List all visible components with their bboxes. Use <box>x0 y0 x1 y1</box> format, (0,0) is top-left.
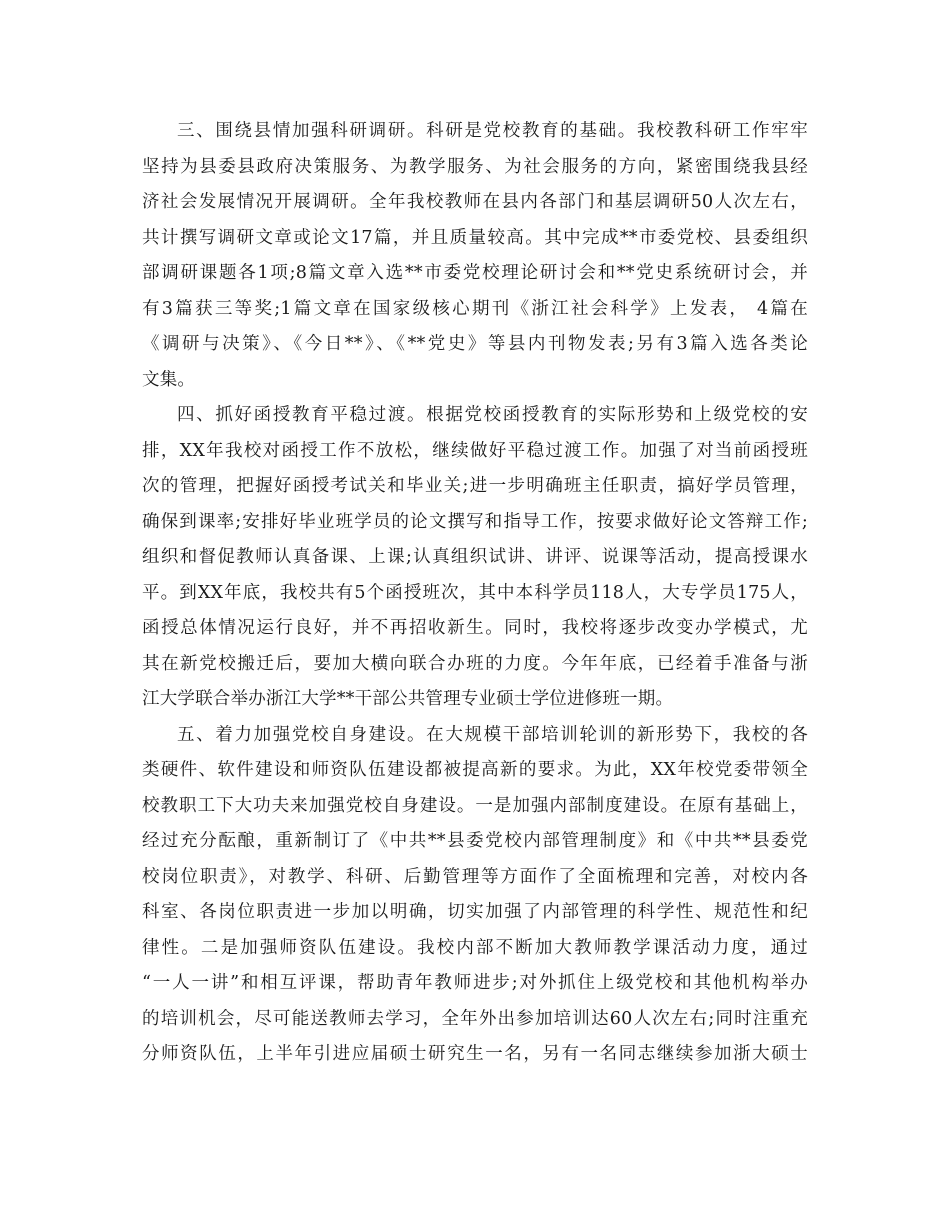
text-line: 其在新党校搬迁后，要加大横向联合办班的力度。今年年底，已经着手准备与浙 <box>142 653 808 674</box>
text-line: 经过充分酝酿，重新制订了《中共**县委党校内部管理制度》和《中共**县委党 <box>142 831 808 851</box>
text-line: 共计撰写调研文章或论文17篇，并且质量较高。其中完成**市委党校、县委组织 <box>142 227 808 248</box>
text-line: 律性。二是加强师资队伍建设。我校内部不断加大教师教学课活动力度，通过 <box>142 937 808 958</box>
text-line: 部调研课题各1项;8篇文章入选**市委党校理论研讨会和**党史系统研讨会，并 <box>142 263 808 283</box>
text-line: 确保到课率;安排好毕业班学员的论文撰写和指导工作，按要求做好论文答辩工作; <box>142 511 808 532</box>
text-line: 江大学联合举办浙江大学**干部公共管理专业硕士学位进修班一期。 <box>142 689 674 709</box>
text-line: 五、着力加强党校自身建设。在大规模干部培训轮训的新形势下，我校的各 <box>177 724 808 745</box>
text-line: 济社会发展情况开展调研。全年我校教师在县内各部门和基层调研50人次左右， <box>142 192 808 212</box>
text-line: 平。到XX年底，我校共有5个函授班次，其中本科学员118人，大专学员175人， <box>142 582 808 603</box>
text-line: 校教职工下大功夫来加强党校自身建设。一是加强内部制度建设。在原有基础上， <box>142 795 808 816</box>
text-line: 《调研与决策》、《今日**》、《**党史》等县内刊物发表;另有3篇入选各类论 <box>142 334 808 354</box>
document-body <box>142 114 808 1073</box>
text-line: 坚持为县委县政府决策服务、为教学服务、为社会服务的方向，紧密围绕我县经 <box>142 156 808 177</box>
text-line: 类硬件、软件建设和师资队伍建设都被提高新的要求。为此，XX年校党委带领全 <box>142 760 808 780</box>
text-line: 次的管理，把握好函授考试关和毕业关;进一步明确班主任职责，搞好学员管理， <box>142 476 808 496</box>
text-line: 科室、各岗位职责进一步加以明确，切实加强了内部管理的科学性、规范性和纪 <box>142 902 808 922</box>
text-line: 四、抓好函授教育平稳过渡。根据党校函授教育的实际形势和上级党校的安 <box>177 405 808 425</box>
paragraph-self-building <box>142 718 808 1073</box>
text-line: “一人一讲”和相互评课，帮助青年教师进步;对外抓住上级党校和其他机构举办 <box>142 973 808 993</box>
text-line: 校岗位职责》，对教学、科研、后勤管理等方面作了全面梳理和完善，对校内各 <box>142 866 808 887</box>
text-line: 分师资队伍，上半年引进应届硕士研究生一名，另有一名同志继续参加浙大硕士 <box>142 1044 808 1064</box>
text-line: 的培训机会，尽可能送教师去学习，全年外出参加培训达60人次左右;同时注重充 <box>142 1008 808 1029</box>
text-line: 有3篇获三等奖;1篇文章在国家级核心期刊《浙江社会科学》上发表， 4篇在 <box>142 298 808 319</box>
paragraph-correspondence-education <box>142 398 808 718</box>
text-line: 函授总体情况运行良好，并不再招收新生。同时，我校将逐步改变办学模式，尤 <box>142 618 808 638</box>
text-line: 组织和督促教师认真备课、上课;认真组织试讲、讲评、说课等活动，提高授课水 <box>142 547 808 567</box>
text-line: 三、围绕县情加强科研调研。科研是党校教育的基础。我校教科研工作牢牢 <box>177 121 808 141</box>
text-line: 文集。 <box>142 369 196 390</box>
paragraph-research <box>142 114 808 398</box>
text-line: 排，XX年我校对函授工作不放松，继续做好平稳过渡工作。加强了对当前函授班 <box>142 440 808 461</box>
